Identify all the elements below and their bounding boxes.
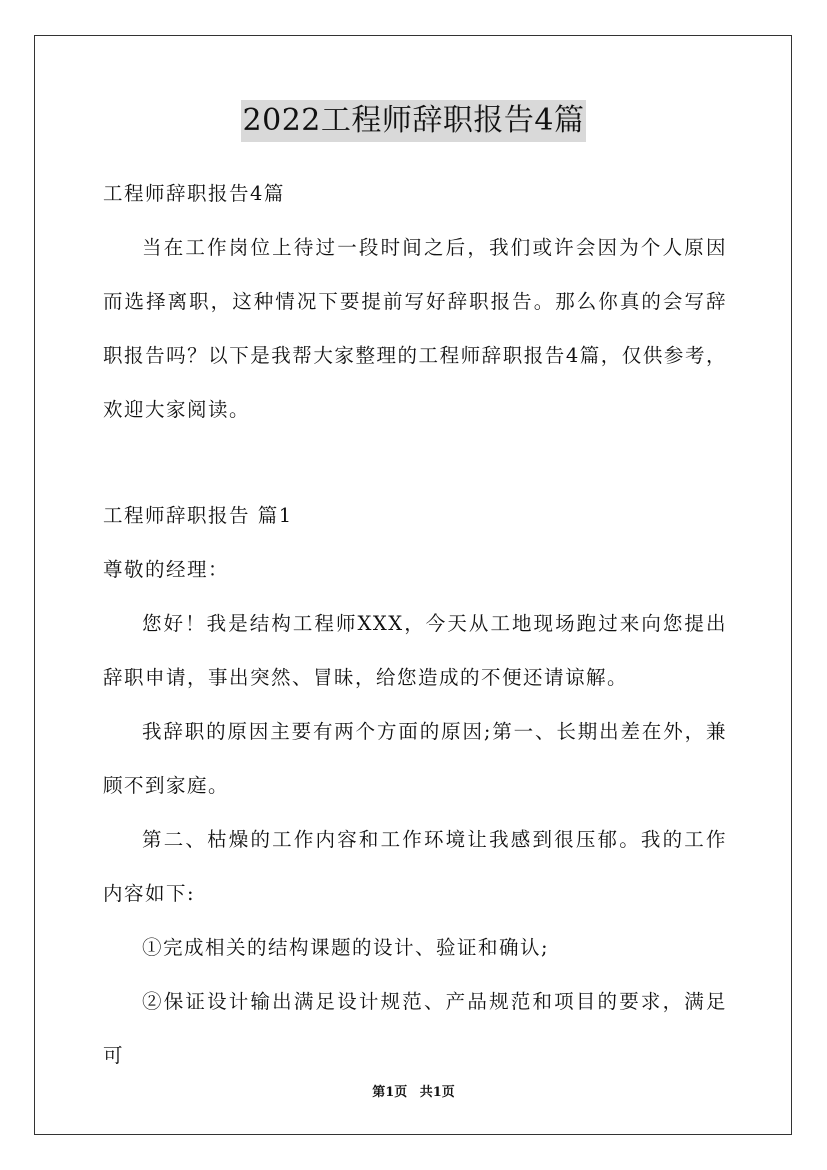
intro-paragraph: 当在工作岗位上待过一段时间之后，我们或许会因为个人原因而选择离职，这种情况下要提前写好辞职报告。那么你真的会写辞职报告吗？以下是我帮大家整理的工程师辞职报告4篇，仅供参考，欢迎大家阅读。 [103, 236, 727, 421]
body-paragraph: 第二、枯燥的工作内容和工作环境让我感到很压郁。我的工作内容如下: [103, 828, 727, 905]
document-title: 2022工程师辞职报告4篇 [241, 100, 587, 142]
page-number: 第1页 [372, 1085, 408, 1100]
list-item: ②保证设计输出满足设计规范、产品规范和项目的要求，满足可 [103, 990, 727, 1067]
list-item: ①完成相关的结构课题的设计、验证和确认; [142, 936, 550, 959]
body-paragraph: 您好！我是结构工程师XXX，今天从工地现场跑过来向您提出辞职申请，事出突然、冒昧，给您造成的不便还请谅解。 [103, 612, 727, 689]
body-paragraph: 我辞职的原因主要有两个方面的原因;第一、长期出差在外，兼顾不到家庭。 [103, 720, 727, 797]
page-footer [0, 1084, 827, 1102]
page-total: 共1页 [419, 1085, 455, 1100]
title-block [0, 100, 827, 142]
intro-heading: 工程师辞职报告4篇 [103, 182, 285, 205]
section-spacer [103, 437, 727, 489]
section-heading: 工程师辞职报告 篇1 [103, 504, 293, 527]
document-body [103, 167, 727, 1083]
salutation: 尊敬的经理： [103, 558, 230, 581]
